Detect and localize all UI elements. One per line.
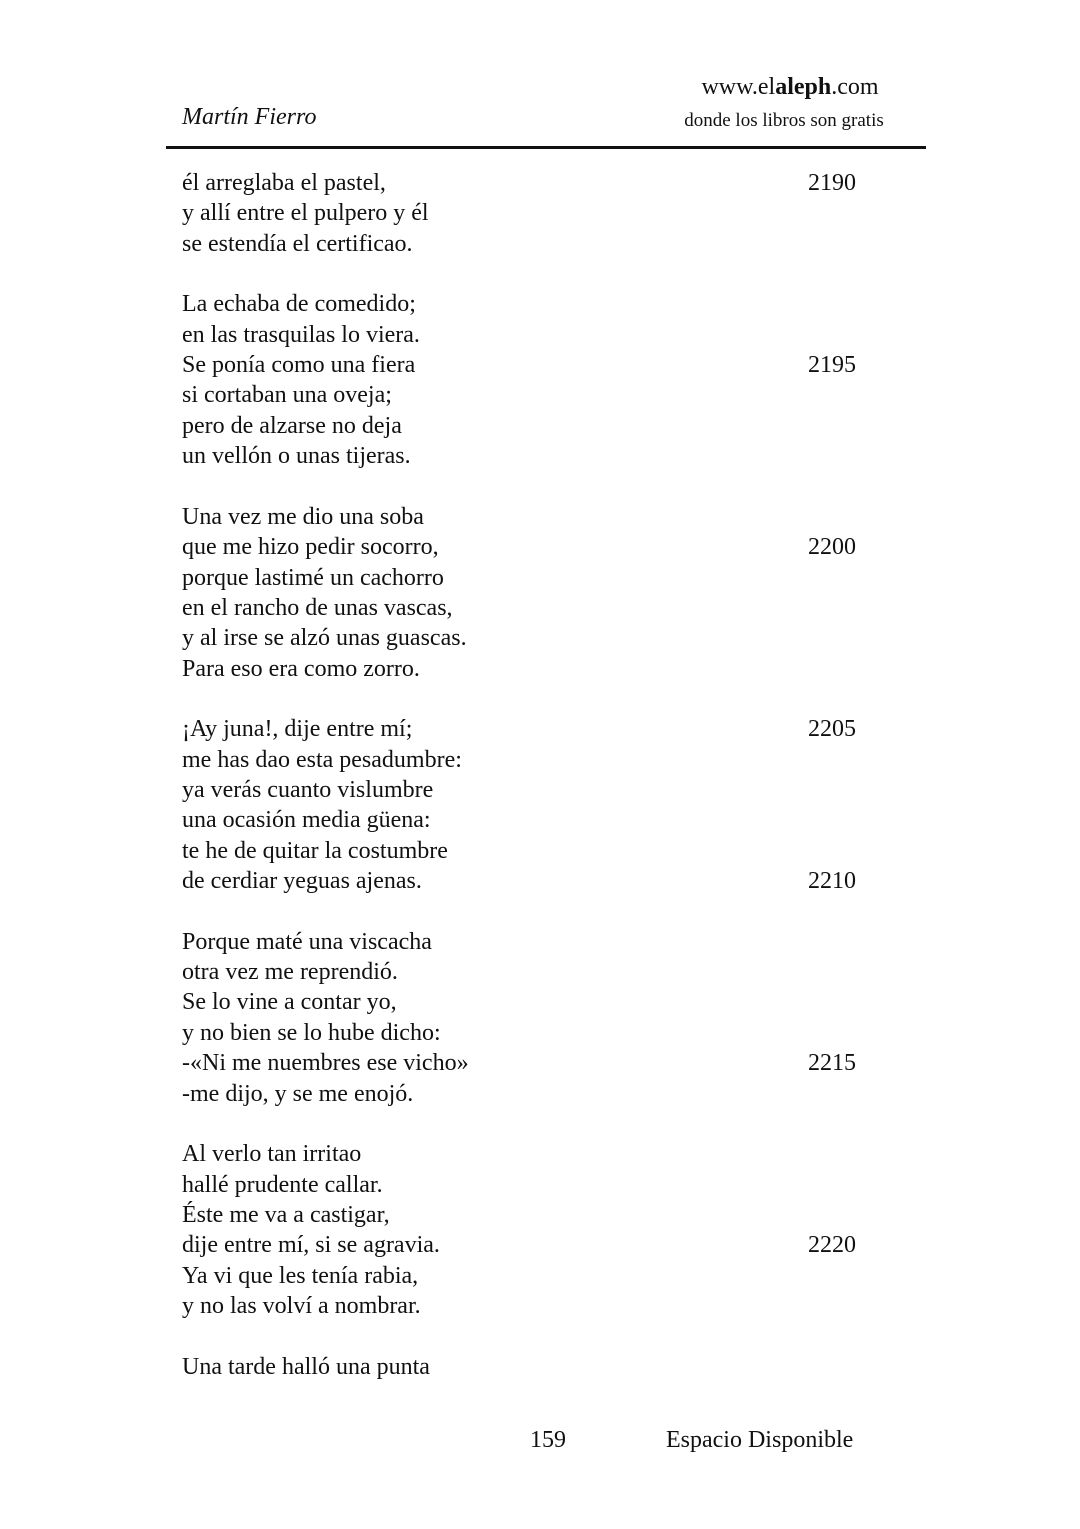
- verse-line: -«Ni me nuembres ese vicho»: [182, 1050, 469, 1076]
- verse-line: y no las volví a nombrar.: [182, 1293, 421, 1319]
- verse-line: Una tarde halló una punta: [182, 1354, 430, 1380]
- verse-line: -me dijo, y se me enojó.: [182, 1081, 414, 1107]
- verse-line: ¡Ay juna!, dije entre mí;: [182, 716, 413, 742]
- verse-line: si cortaban una oveja;: [182, 382, 392, 408]
- verse-line: Para eso era como zorro.: [182, 656, 420, 682]
- verse-line: y al irse se alzó unas guascas.: [182, 625, 467, 651]
- verse-line-number: 2215: [808, 1050, 856, 1076]
- verse-line: pero de alzarse no deja: [182, 413, 402, 439]
- verse-line: Al verlo tan irritao: [182, 1141, 362, 1167]
- verse-line: que me hizo pedir socorro,: [182, 534, 439, 560]
- verse-line: Se ponía como una fiera: [182, 352, 416, 378]
- verse-line-number: 2195: [808, 352, 856, 378]
- verse-line: dije entre mí, si se agravia.: [182, 1232, 440, 1258]
- verse-line-number: 2205: [808, 716, 856, 742]
- verse-line: él arreglaba el pastel,: [182, 170, 386, 196]
- verse-line: me has dao esta pesadumbre:: [182, 747, 462, 773]
- site-tagline: donde los libros son gratis: [684, 110, 884, 131]
- site-url-suffix: .com: [831, 74, 879, 100]
- verse-line-number: 2190: [808, 170, 856, 196]
- footer-label: Espacio Disponible: [666, 1427, 854, 1453]
- verse-line: te he de quitar la costumbre: [182, 838, 448, 864]
- verse-line: un vellón o unas tijeras.: [182, 443, 411, 469]
- verse-line: de cerdiar yeguas ajenas.: [182, 868, 422, 894]
- verse-line: Éste me va a castigar,: [182, 1202, 390, 1228]
- verse-line: ya verás cuanto vislumbre: [182, 777, 434, 803]
- verse-line-number: 2210: [808, 868, 856, 894]
- verse-line: otra vez me reprendió.: [182, 959, 398, 985]
- verse-line: en las trasquilas lo viera.: [182, 322, 420, 348]
- site-url-prefix: www.el: [701, 74, 776, 100]
- verse-line: y no bien se lo hube dicho:: [182, 1020, 441, 1046]
- page-number: 159: [530, 1427, 566, 1453]
- verse-line: porque lastimé un cachorro: [182, 565, 444, 591]
- verse-line-number: 2220: [808, 1232, 856, 1258]
- book-title: Martín Fierro: [182, 104, 317, 130]
- verse-line: se estendía el certificao.: [182, 231, 413, 257]
- verse-line: en el rancho de unas vascas,: [182, 595, 453, 621]
- verse-line: La echaba de comedido;: [182, 291, 416, 317]
- verse-line: Ya vi que les tenía rabia,: [182, 1263, 419, 1289]
- verse-line: Se lo vine a contar yo,: [182, 989, 397, 1015]
- verse-line-number: 2200: [808, 534, 856, 560]
- site-url-bold: aleph: [775, 74, 832, 100]
- verse-line: hallé prudente callar.: [182, 1172, 383, 1198]
- verse-line: y allí entre el pulpero y él: [182, 200, 429, 226]
- verse-line: Porque maté una viscacha: [182, 929, 432, 955]
- verse-line: Una vez me dio una soba: [182, 504, 424, 530]
- verse-line: una ocasión media güena:: [182, 807, 431, 833]
